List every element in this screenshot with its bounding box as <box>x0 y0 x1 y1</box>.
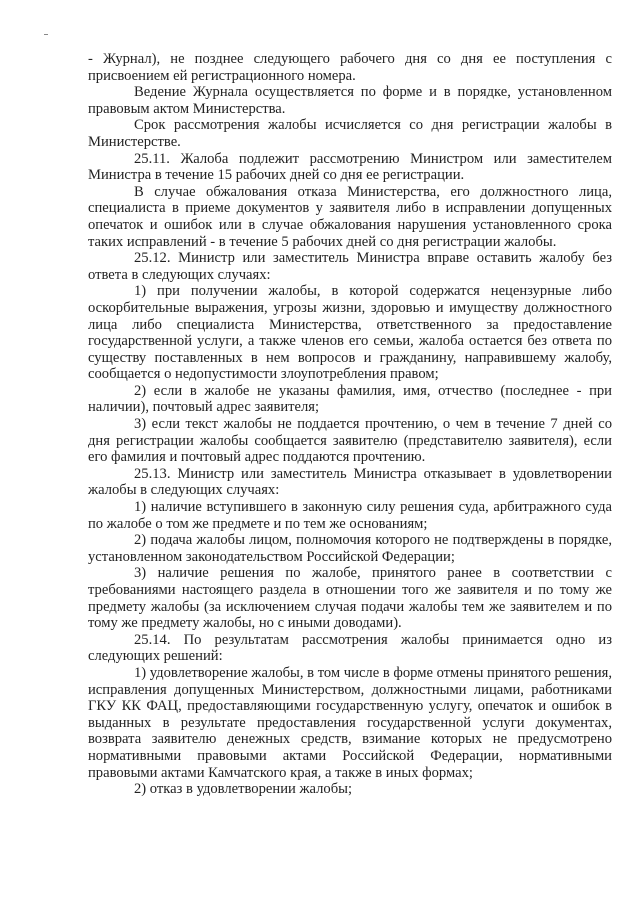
paragraph: 25.12. Министр или заместитель Министра вправе оставить жалобу без ответа в следующих случаях: <box>88 250 612 283</box>
paragraph: 1) удовлетворение жалобы, в том числе в форме отмены принятого решения, исправления допущенных Министерством, должностными лицами, работниками ГКУ КК ФАЦ, предоставляющими государственную услугу, опечаток и ошибок в выданных в результате предоставления государственной услуги документах, возврата заявителю денежных средств, взимание которых не предусмотрено нормативными правовыми актами Российской Федерации, нормативными правовыми актами Камчатского края, а также в иных формах; <box>88 664 612 781</box>
paragraph: Срок рассмотрения жалобы исчисляется со дня регистрации жалобы в Министерстве. <box>88 117 612 150</box>
paragraph: 2) если в жалобе не указаны фамилия, имя, отчество (последнее - при наличии), почтовый адрес заявителя; <box>88 382 612 416</box>
paragraph: 3) наличие решения по жалобе, принятого ранее в соответствии с требованиями настоящего раздела в отношении того же заявителя и по тому же предмету жалобы (за исключением случая подачи жалобы тем же заявителем и по тому же предмету жалобы, но с иными доводами). <box>88 565 612 632</box>
paragraph: 25.11. Жалоба подлежит рассмотрению Министром или заместителем Министра в течение 15 рабочих дней со дня ее регистрации. <box>88 150 612 184</box>
paragraph: 3) если текст жалобы не поддается прочтению, о чем в течение 7 дней со дня регистрации жалобы сообщается заявителю (представителю заявителя), если его фамилия и почтовый адрес поддаются прочтению. <box>88 416 612 466</box>
paragraph: В случае обжалования отказа Министерства, его должностного лица, специалиста в приеме документов у заявителя либо в исправлении допущенных опечаток и ошибок или в случае обжалования нарушения установленного срока таких исправлений - в течение 5 рабочих дней со дня регистрации жалобы. <box>88 183 612 250</box>
document-body <box>88 51 612 798</box>
paragraph: 2) отказ в удовлетворении жалобы; <box>134 781 353 798</box>
paragraph: - Журнал), не позднее следующего рабочего дня со дня ее поступления с присвоением ей регистрационного номера. <box>88 51 612 84</box>
paragraph: 25.14. По результатам рассмотрения жалобы принимается одно из следующих решений: <box>88 631 612 665</box>
paragraph: 1) при получении жалобы, в которой содержатся нецензурные либо оскорбительные выражения, угрозы жизни, здоровью и имуществу должностного лица либо специалиста Министерства, ответственного за предоставление государственной услуги, а также членов его семьи, жалоба остается без ответа по существу поставленных в нем вопросов и гражданину, направившему жалобу, сообщается о недопустимости злоупотребления правом; <box>88 283 612 383</box>
paragraph: 25.13. Министр или заместитель Министра отказывает в удовлетворении жалобы в следующих случаях: <box>88 465 612 499</box>
paragraph: 2) подача жалобы лицом, полномочия которого не подтверждены в порядке, установленном законодательством Российской Федерации; <box>88 532 612 565</box>
scan-mark <box>44 34 48 35</box>
paragraph: 1) наличие вступившего в законную силу решения суда, арбитражного суда по жалобе о том же предмете и по тем же основаниям; <box>88 499 612 532</box>
paragraph: Ведение Журнала осуществляется по форме и в порядке, установленном правовым актом Министерства. <box>88 84 612 117</box>
